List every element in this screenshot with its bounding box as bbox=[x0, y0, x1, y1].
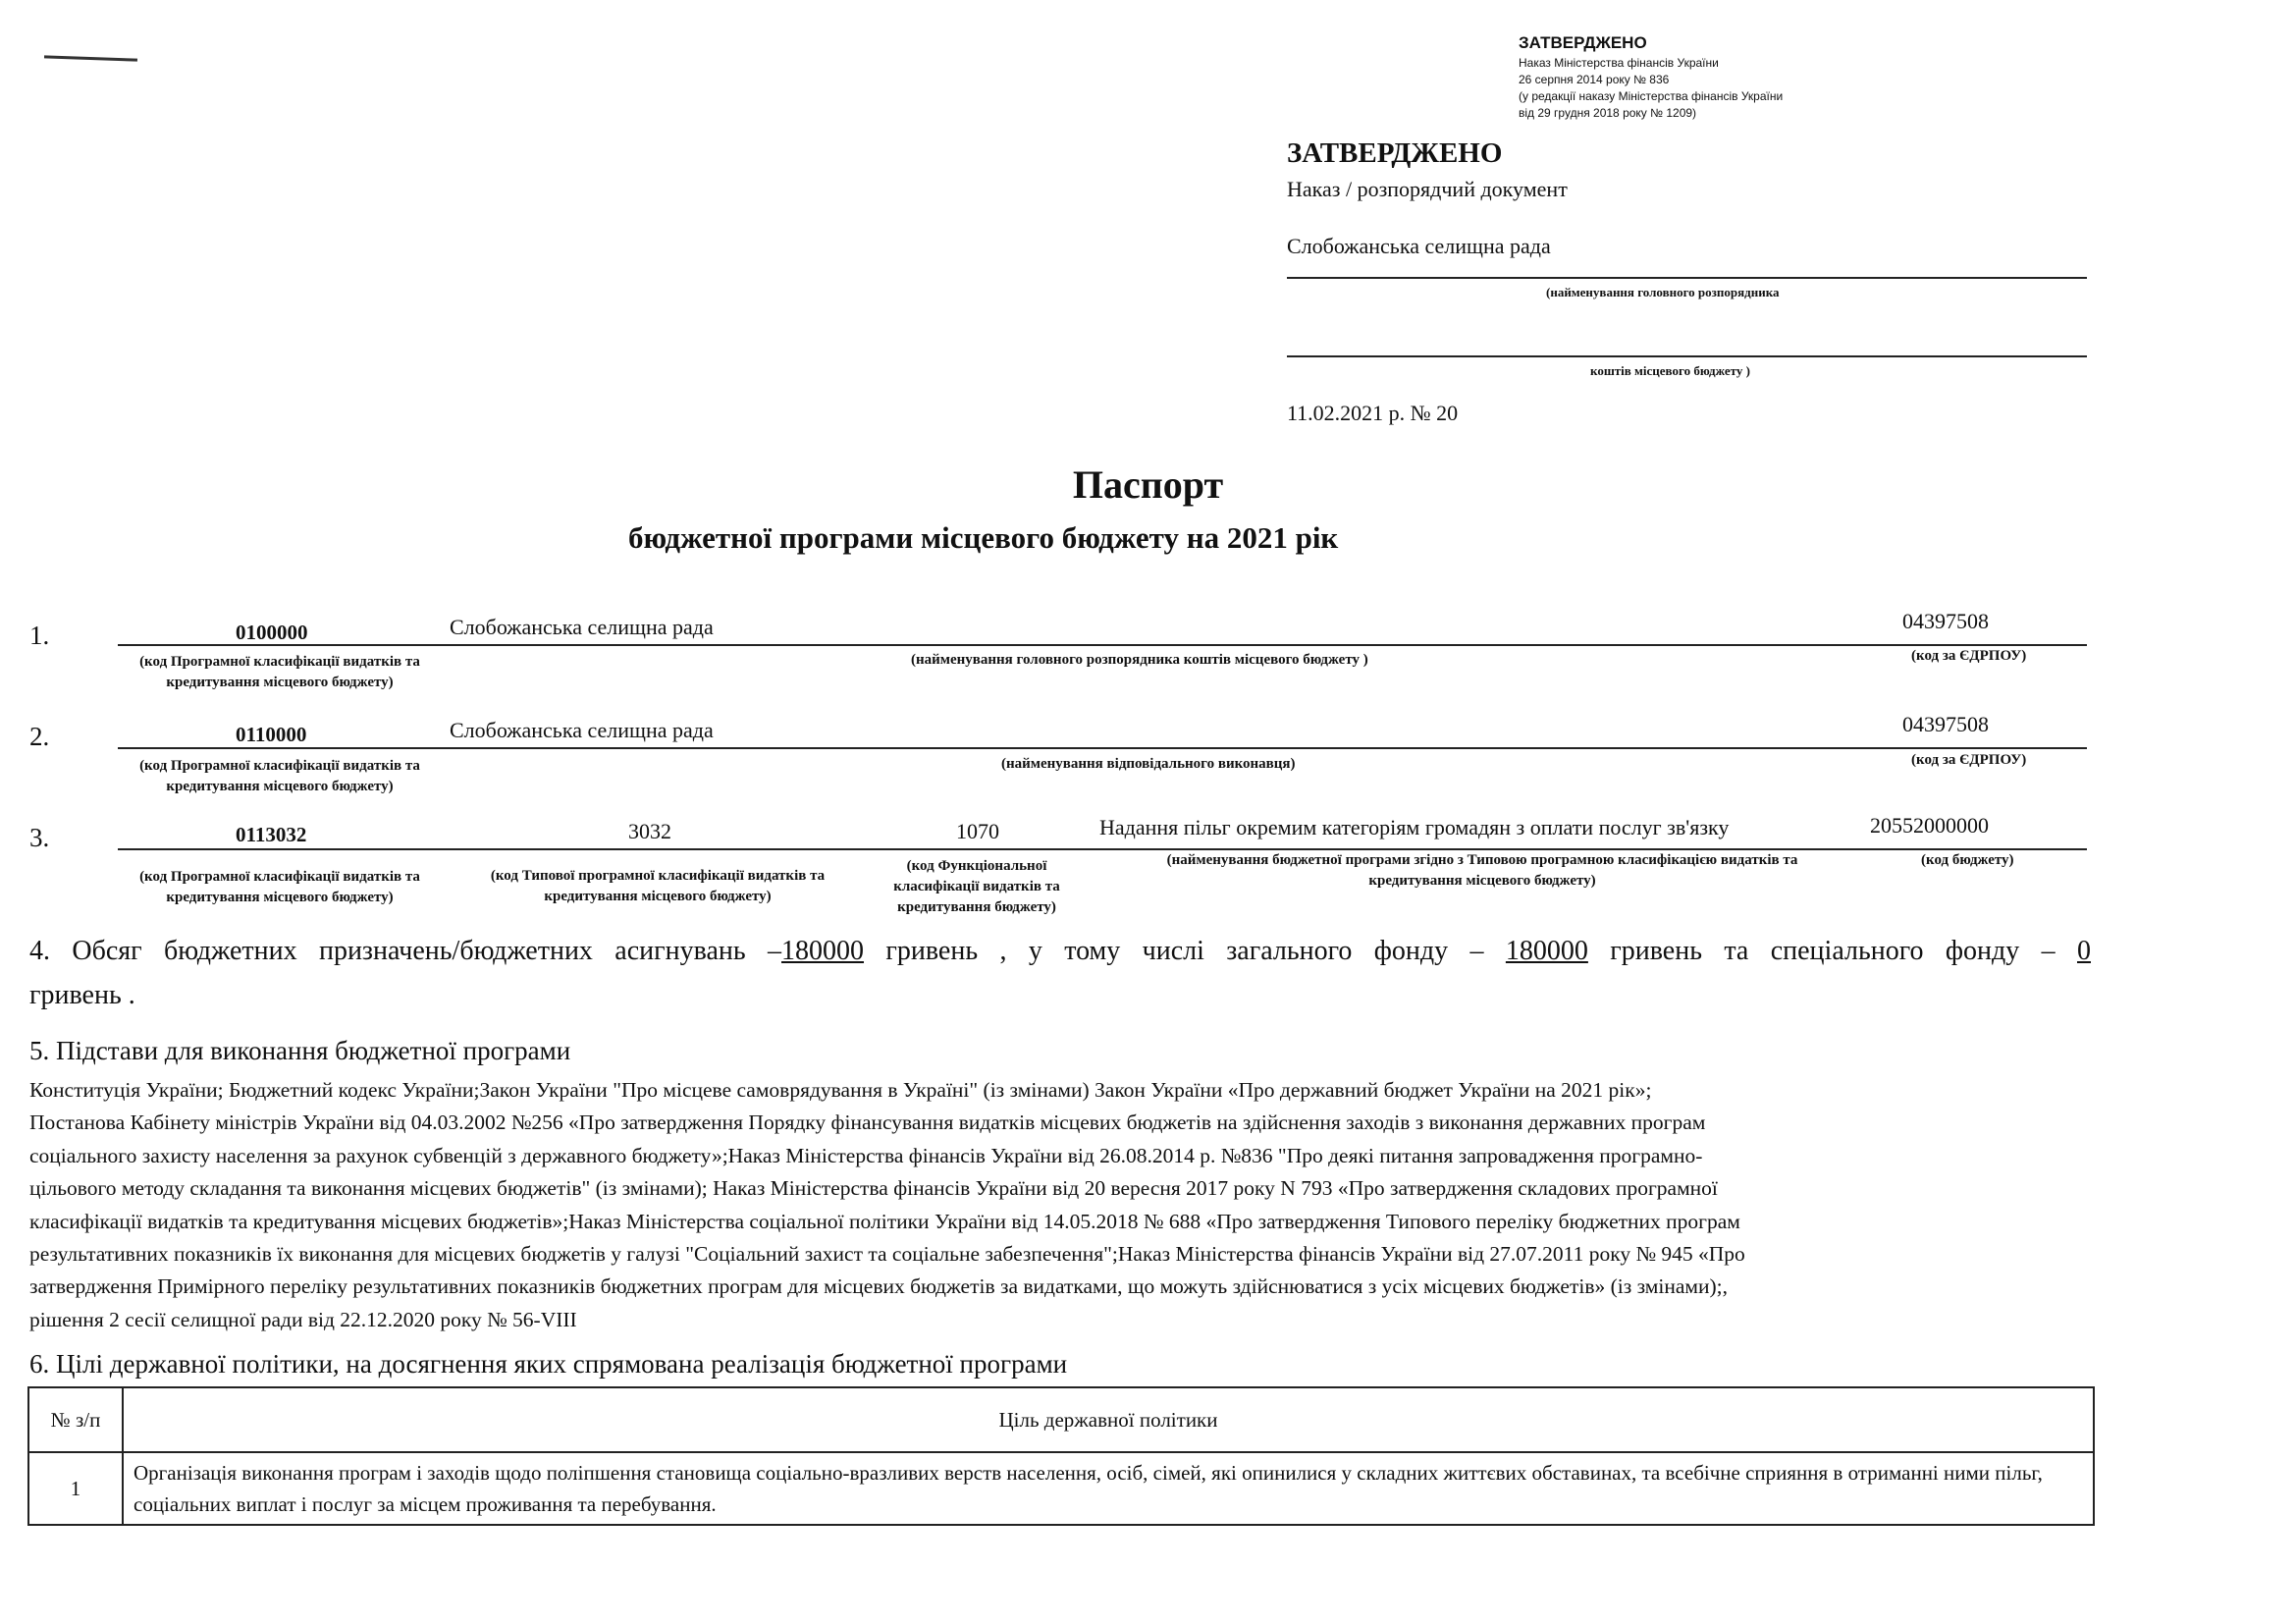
row1-name-caption: (найменування головного розпорядника коштів місцевого бюджету ) bbox=[911, 652, 1368, 668]
goal-number-cell: 1 bbox=[28, 1452, 123, 1525]
row3-typical-caption: (код Типової програмної класифікації видатків та кредитування місцевого бюджету) bbox=[490, 868, 826, 904]
approval-date-number: 11.02.2021 р. № 20 bbox=[1287, 401, 1459, 425]
row3-budget-caption: (код бюджету) bbox=[1921, 852, 2014, 868]
row2-code-caption: (код Програмної класифікації видатків та кредитування місцевого бюджету) bbox=[139, 758, 420, 794]
row2-edrpou: 04397508 bbox=[1902, 712, 1989, 736]
row1-edrpou: 04397508 bbox=[1902, 609, 1989, 633]
section5-line: цільового методу складання та виконання місцевих бюджетів" (із змінами); Наказ Міністерства фінансів України від 20 вересня 2017 року N 793 «Про затвердження складових програмної bbox=[29, 1176, 1718, 1201]
passport-title: Паспорт bbox=[1072, 462, 1224, 507]
section5-line: Конституція України; Бюджетний кодекс України;Закон України "Про місцеве самоврядування в Україні" (із змінами) Закон України «Про державний бюджет України на 2021 рік»; bbox=[29, 1078, 1652, 1102]
section5-line: рішення 2 сесії селищної ради від 22.12.2020 року № 56-VIII bbox=[29, 1307, 577, 1331]
row2-underline bbox=[118, 747, 2087, 749]
approval-top-line: (у редакції наказу Міністерства фінансів України bbox=[1519, 89, 1784, 103]
table-header-row bbox=[28, 1387, 2094, 1452]
section4-text-a: 4. Обсяг бюджетних призначень/бюджетних асигнувань – bbox=[29, 936, 782, 966]
row3-typical-code: 3032 bbox=[628, 819, 671, 843]
section4-general-fund: 180000 bbox=[1505, 936, 1588, 966]
org-underline-2 bbox=[1287, 355, 2087, 357]
approval-doc-title: ЗАТВЕРДЖЕНО bbox=[1287, 137, 1503, 169]
section4-text-b: гривень , у тому числі загального фонду – bbox=[864, 936, 1506, 966]
row2-edrpou-caption: (код за ЄДРПОУ) bbox=[1911, 752, 2027, 768]
row1-program-code: 0100000 bbox=[236, 621, 308, 644]
row3-number: 3. bbox=[29, 823, 50, 852]
row3-functional-code: 1070 bbox=[956, 819, 999, 843]
approval-caption-1: (найменування головного розпорядника bbox=[1546, 285, 1780, 299]
row3-name-caption: (найменування бюджетної програми згідно з Типовою програмною класифікацією видатків та кредитування місцевого бюджету) bbox=[1166, 852, 1798, 889]
section6-heading: 6. Цілі державної політики, на досягнення яких спрямована реалізація бюджетної програми bbox=[29, 1349, 1068, 1379]
section5-body bbox=[29, 1074, 2091, 1336]
section4-text-d: гривень . bbox=[29, 980, 135, 1010]
section5-heading: 5. Підстави для виконання бюджетної програми bbox=[29, 1036, 571, 1065]
goal-text-cell: Організація виконання програм і заходів щодо поліпшення становища соціально-вразливих верств населення, осіб, сімей, які опинилися у складних життєвих обставинах, та всебічне сприяння в отриманні ними пільг, соціальних виплат і послуг за місцем проживання та перебування. bbox=[123, 1452, 2094, 1525]
section4-paragraph bbox=[29, 931, 2091, 972]
column-header-number: № з/п bbox=[28, 1387, 123, 1452]
section5-line: Постанова Кабінету міністрів України від 04.03.2002 №256 «Про затвердження Порядку фінансування видатків місцевих бюджетів на здійснення заходів з виконання державних програм bbox=[29, 1110, 1706, 1135]
row3-program-code: 0113032 bbox=[236, 823, 307, 846]
section4-special-fund: 0 bbox=[2077, 936, 2091, 966]
approval-top-line: від 29 грудня 2018 року № 1209) bbox=[1519, 106, 1697, 120]
table-row bbox=[28, 1452, 2094, 1525]
approval-top-title: ЗАТВЕРДЖЕНО bbox=[1519, 33, 1647, 52]
row1-underline bbox=[118, 644, 2087, 646]
row3-functional-caption: (код Функціональної класифікації видатків та кредитування бюджету) bbox=[893, 858, 1060, 915]
row1-number: 1. bbox=[29, 621, 50, 650]
section4-text-c: гривень та спеціального фонду – bbox=[1587, 936, 2077, 966]
approval-top-line: Наказ Міністерства фінансів України bbox=[1519, 56, 1719, 70]
row2-number: 2. bbox=[29, 722, 50, 751]
row2-org-name: Слобожанська селищна рада bbox=[450, 718, 714, 742]
row3-program-name: Надання пільг окремим категоріям громадян з оплати послуг зв'язку bbox=[1099, 815, 1730, 839]
approval-top-line: 26 серпня 2014 року № 836 bbox=[1519, 73, 1670, 86]
row3-code-caption: (код Програмної класифікації видатків та кредитування місцевого бюджету) bbox=[139, 869, 420, 905]
org-underline bbox=[1287, 277, 2087, 279]
section5-line: соціального захисту населення за рахунок субвенцій з державного бюджету»;Наказ Міністерства фінансів України від 26.08.2014 р. №836 "Про деякі питання запровадження програмно- bbox=[29, 1143, 1703, 1167]
section5-line: результативних показників їх виконання для місцевих бюджетів у галузі "Соціальний захист та соціальне забезпечення";Наказ Міністерства фінансів України від 27.07.2011 року № 945 «Про bbox=[29, 1242, 1745, 1267]
approval-org-name: Слобожанська селищна рада bbox=[1287, 234, 1551, 258]
column-header-goal: Ціль державної політики bbox=[123, 1387, 2094, 1452]
pen-mark bbox=[44, 55, 137, 61]
approval-caption-2: коштів місцевого бюджету ) bbox=[1590, 363, 1750, 378]
policy-goals-table bbox=[27, 1386, 2095, 1526]
row1-edrpou-caption: (код за ЄДРПОУ) bbox=[1911, 648, 2027, 664]
row1-code-caption: (код Програмної класифікації видатків та кредитування місцевого бюджету) bbox=[139, 654, 420, 690]
row2-name-caption: (найменування відповідального виконавця) bbox=[1001, 756, 1296, 772]
section5-line: затвердження Примірного переліку результативних показників бюджетних програм для місцевих бюджетів за видатками, що можуть здійснюватися з усіх місцевих бюджетів» (із змінами);, bbox=[29, 1274, 1729, 1299]
section4-total-amount: 180000 bbox=[781, 936, 865, 966]
section5-line: класифікації видатків та кредитування місцевих бюджетів»;Наказ Міністерства соціальної політики України від 14.05.2018 № 688 «Про затвердження Типового переліку бюджетних програм bbox=[29, 1209, 1740, 1233]
approval-doc-subtitle: Наказ / розпорядчий документ bbox=[1287, 177, 1568, 201]
row2-program-code: 0110000 bbox=[236, 723, 307, 746]
passport-subtitle: бюджетної програми місцевого бюджету на 2021 рік bbox=[628, 520, 1339, 555]
row3-budget-code: 20552000000 bbox=[1870, 813, 1989, 838]
row1-org-name: Слобожанська селищна рада bbox=[450, 615, 714, 639]
